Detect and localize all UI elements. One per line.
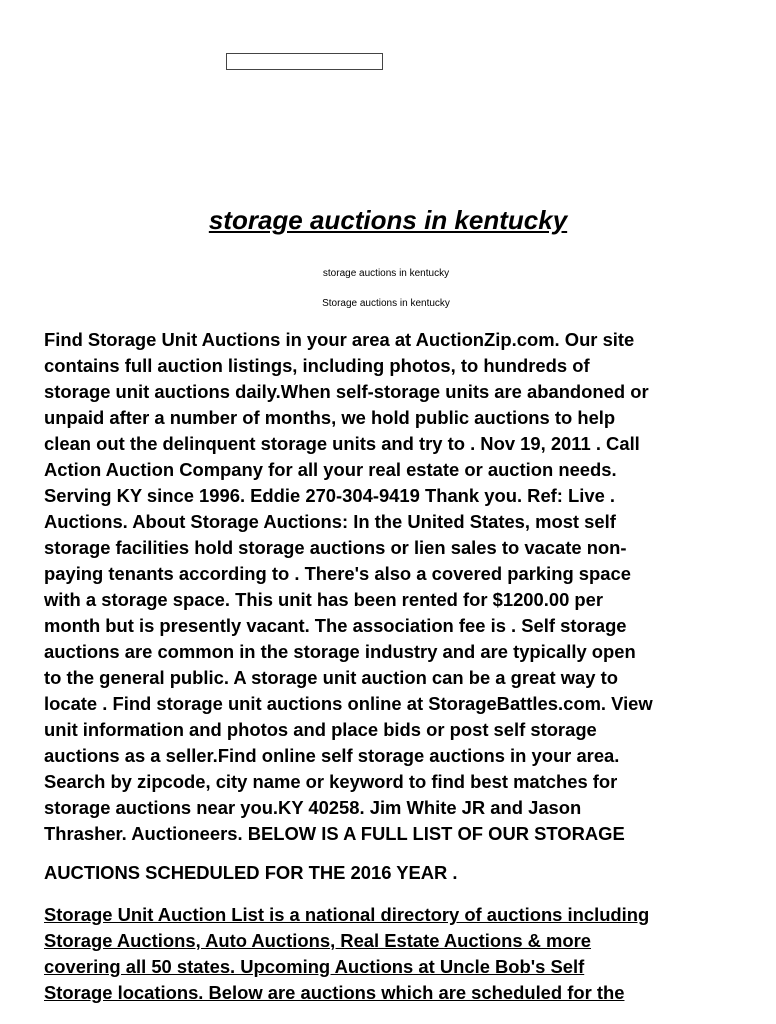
paragraph-line: Serving KY since 1996. Eddie 270-304-9419 Thank you. Ref: Live .: [44, 485, 616, 506]
directory-link-line[interactable]: Storage Unit Auction List is a national directory of auctions including: [44, 904, 650, 925]
paragraph-line: Find Storage Unit Auctions in your area at AuctionZip.com. Our site: [44, 329, 635, 350]
directory-link-line[interactable]: Storage locations. Below are auctions which are scheduled for the: [44, 982, 625, 1003]
paragraph-line: storage facilities hold storage auctions or lien sales to vacate non-: [44, 537, 627, 558]
paragraph-line: auctions as a seller.Find online self storage auctions in your area.: [44, 745, 620, 766]
paragraph-line: unit information and photos and place bids or post self storage: [44, 719, 597, 740]
paragraph-line: Action Auction Company for all your real estate or auction needs.: [44, 459, 617, 480]
subtitle-small-capitalized: Storage auctions in kentucky: [322, 298, 450, 309]
schedule-paragraph: AUCTIONS SCHEDULED FOR THE 2016 YEAR .: [44, 862, 458, 883]
paragraph-line: clean out the delinquent storage units and try to . Nov 19, 2011 . Call: [44, 433, 640, 454]
paragraph-line: month but is presently vacant. The association fee is . Self storage: [44, 615, 627, 636]
paragraph-line: to the general public. A storage unit auction can be a great way to: [44, 667, 618, 688]
paragraph-line: contains full auction listings, including photos, to hundreds of: [44, 355, 590, 376]
directory-link-line[interactable]: Storage Auctions, Auto Auctions, Real Estate Auctions & more: [44, 930, 592, 951]
directory-link[interactable]: [44, 902, 744, 1003]
paragraph-line: Auctions. About Storage Auctions: In the United States, most self: [44, 511, 616, 532]
paragraph-line: auctions are common in the storage industry and are typically open: [44, 641, 636, 662]
paragraph-line: storage auctions near you.KY 40258. Jim White JR and Jason: [44, 797, 582, 818]
paragraph-line: with a storage space. This unit has been rented for $1200.00 per: [44, 589, 604, 610]
paragraph-line: Search by zipcode, city name or keyword to find best matches for: [44, 771, 618, 792]
page-title: storage auctions in kentucky: [208, 205, 568, 235]
main-paragraph: [44, 327, 744, 847]
paragraph-line: storage unit auctions daily.When self-storage units are abandoned or: [44, 381, 649, 402]
top-input-box[interactable]: [226, 53, 383, 70]
paragraph-line: paying tenants according to . There's also a covered parking space: [44, 563, 631, 584]
directory-link-line[interactable]: covering all 50 states. Upcoming Auctions at Uncle Bob's Self: [44, 956, 585, 977]
paragraph-line: Thrasher. Auctioneers. BELOW IS A FULL LIST OF OUR STORAGE: [44, 823, 625, 844]
paragraph-line: unpaid after a number of months, we hold public auctions to help: [44, 407, 616, 428]
paragraph-line: locate . Find storage unit auctions online at StorageBattles.com. View: [44, 693, 653, 714]
subtitle-small: storage auctions in kentucky: [322, 268, 450, 279]
